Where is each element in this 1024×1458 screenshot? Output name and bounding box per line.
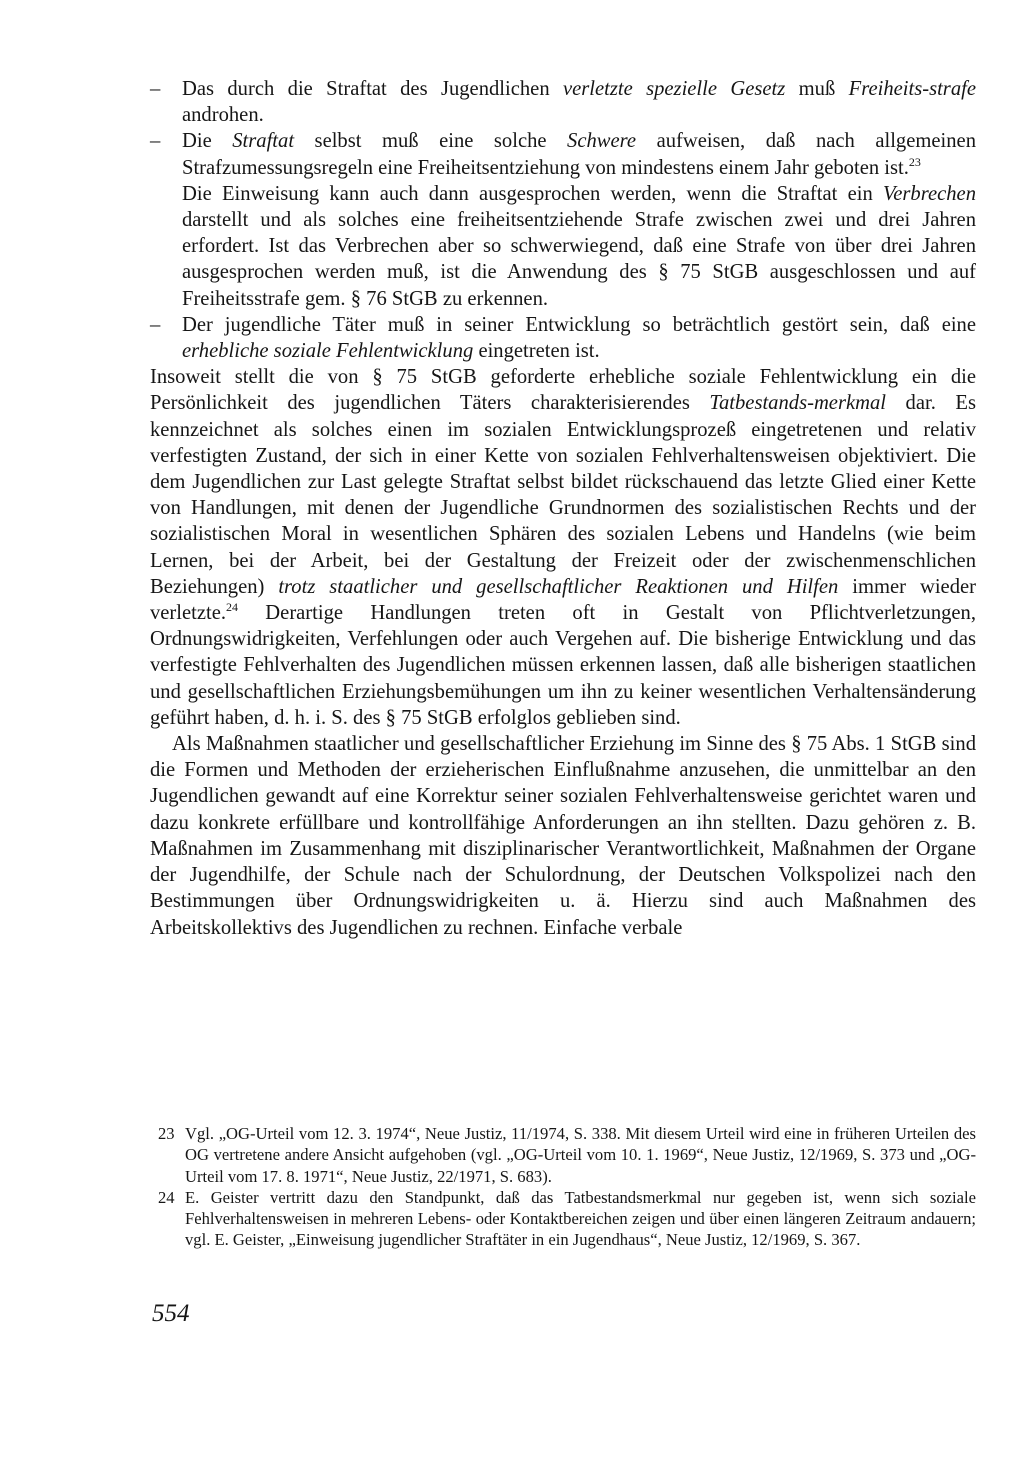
emphasis: Verbrechen bbox=[882, 182, 976, 205]
text-run: Der jugendliche Täter muß in seiner Entwicklung so beträchtlich gestört sein, daß eine bbox=[182, 313, 976, 336]
main-text bbox=[150, 76, 976, 941]
footnote-number: 23 bbox=[158, 1124, 175, 1143]
emphasis: verletzte spezielle Gesetz bbox=[562, 78, 786, 100]
text-run: Derartige Handlungen treten oft in Gestalt von Pflichtverletzungen, Ordnungswidrigkeiten, Verfehlungen oder auch Vergehen auf. Die bisherige Entwicklung und das verfestigte Fehlverhalten des Jugendlichen müssen erkennen lassen, daß alle bisherigen staatlichen und gesellschaftlichen Erziehungsbemühungen um ihn zu keiner wesentlichen Verhaltensänderung geführt haben, d. h. i. S. des § 75 StGB erfolglos geblieben sind. bbox=[150, 602, 976, 729]
list-item bbox=[150, 76, 976, 128]
emphasis: Tatbestands-merkmal bbox=[709, 392, 886, 415]
footnote-number: 24 bbox=[158, 1187, 175, 1207]
text-run: darstellt und als solches eine freiheitsentziehende Strafe zwischen zwei und drei Jahren erfordert. Ist das Verbrechen aber so schwerwiegend, daß eine Strafe von über drei Jahren ausgesprochen werden muß, ist die Anwendung des § 75 StGB ausgeschlossen und auf Freiheitsstrafe gem. § 76 StGB zu erkennen. bbox=[182, 209, 976, 310]
paragraph bbox=[150, 364, 976, 731]
text-run: Das durch die Straftat des Jugendlichen bbox=[182, 78, 563, 100]
text-run: muß bbox=[785, 78, 849, 100]
footnotes bbox=[158, 1123, 976, 1251]
footnote-text: Vgl. „OG-Urteil vom 12. 3. 1974“, Neue Justiz, 11/1974, S. 338. Mit diesem Urteil wird eine in früheren Urteilen des OG vertretene andere Ansicht aufgehoben (vgl. „OG-Urteil vom 10. 1. 1969“, Neue Justiz, 12/1969, S. 373 und „OG-Urteil vom 17. 8. 1971“, Neue Justiz, 22/1971, S. 683). bbox=[185, 1124, 976, 1186]
text-run: Insoweit stellt die von § 75 StGB geforderte erhebliche soziale Fehlentwicklung ein die Persönlichkeit des jugendlichen Täters charakterisierendes bbox=[150, 366, 976, 415]
footnote bbox=[158, 1187, 976, 1251]
emphasis: Schwere bbox=[567, 130, 637, 153]
footnote-ref[interactable]: 23 bbox=[908, 154, 921, 169]
text-run: Die bbox=[182, 130, 233, 153]
text-run: androhen. bbox=[182, 104, 264, 127]
list-continuation bbox=[150, 181, 976, 312]
footnote-text: E. Geister vertritt dazu den Standpunkt, daß das Tatbestandsmerkmal nur gegeben ist, wenn sich soziale Fehlverhaltensweisen in mehreren Lebens- oder Kontaktbereichen zeigen und über einen längeren Zeitraum andauern; vgl. E. Geister, „Einweisung jugendlicher Straftäter in ein Jugendhaus“, Neue Justiz, 12/1969, S. 367. bbox=[185, 1187, 976, 1250]
paragraph: Als Maßnahmen staatlicher und gesellschaftlicher Erziehung im Sinne des § 75 Abs. 1 StGB sind die Formen und Methoden der erzieherischen Einflußnahme anzusehen, die unmittelbar an den Jugendlichen gewandt auf eine Korrektur seiner sozialen Fehlverhaltensweise gerichtet waren und dazu konkrete erfüllbare und kontrollfähige Anforderungen an ihn stellten. Dazu gehören z. B. Maßnahmen im Zusammenhang mit disziplinarischer Verantwortlichkeit, Maßnahmen der Organe der Jugendhilfe, der Schule nach der Schulordnung, der Deutschen Volkspolizei nach den Bestimmungen über Ordnungswidrigkeiten u. ä. Hierzu sind auch Maßnahmen des Arbeitskollektivs des Jugendlichen zu rechnen. Einfache verbale bbox=[150, 733, 976, 939]
list-dash: – bbox=[150, 78, 161, 100]
list-dash: – bbox=[150, 313, 161, 336]
text-run: eingetreten ist. bbox=[473, 340, 600, 363]
list-dash: – bbox=[150, 130, 161, 153]
footnote-ref[interactable]: 24 bbox=[226, 600, 239, 615]
list-item bbox=[150, 128, 976, 180]
list-item bbox=[150, 312, 976, 364]
text-run: dar. Es kennzeichnet als solches einen im sozialen Entwicklungsprozeß eingetretenen und relativ verfestigten Zustand, der sich in einer Kette von sozialen Fehlverhaltensweisen objektiviert. Die dem Jugendlichen zur Last gelegte Straftat selbst bildet rückschauend das letzte Glied einer Kette von Handlungen, mit denen der Jugendliche Grundnormen des sozialistischen Rechts und der sozialistischen Moral in wesentlichen Sphären des sozialen Lebens und Handelns (wie beim Lernen, bei der Arbeit, bei der Gestaltung der Freizeit oder der zwischenmenschlichen Beziehungen) bbox=[150, 392, 977, 598]
footnote bbox=[158, 1123, 976, 1187]
text-run: immer wieder verletzte. bbox=[150, 575, 976, 625]
emphasis: Straftat bbox=[232, 130, 295, 153]
text-run: selbst muß eine solche bbox=[294, 130, 568, 153]
emphasis: erhebliche soziale Fehlentwicklung bbox=[182, 340, 474, 363]
emphasis: trotz staatlicher und gesellschaftlicher Reaktionen und Hilfen bbox=[278, 575, 839, 598]
text-run: Die Einweisung kann auch dann ausgesprochen werden, wenn die Straftat ein bbox=[182, 182, 883, 205]
emphasis: Freiheits-strafe bbox=[848, 78, 976, 100]
text-run: aufweisen, daß nach allgemeinen Strafzumessungsregeln eine Freiheitsentziehung von mindestens einem Jahr geboten ist. bbox=[182, 130, 976, 179]
page-number: 554 bbox=[152, 1300, 190, 1327]
